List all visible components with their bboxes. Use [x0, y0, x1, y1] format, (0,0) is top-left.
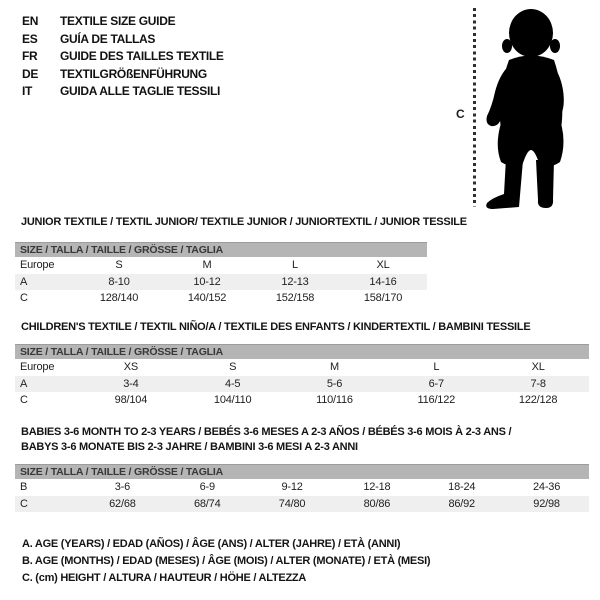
junior-size-header-bar: SIZE / TALLA / TAILLE / GRÖSSE / TAGLIA	[15, 242, 427, 257]
lang-text: GUIDA ALLE TAGLIE TESSILI	[60, 84, 221, 99]
row-label: C	[20, 394, 28, 407]
table-cell: 12-13	[281, 275, 309, 288]
lang-text: TEXTILGRÖßENFÜHRUNG	[60, 66, 207, 81]
lang-line-it	[22, 83, 224, 101]
babies-size-table	[15, 479, 589, 512]
table-cell: 68/74	[193, 497, 221, 510]
table-cell: M	[202, 259, 212, 272]
table-cell: 62/68	[109, 497, 136, 510]
lang-line-es	[22, 31, 224, 49]
table-row	[15, 496, 589, 513]
junior-table-title: JUNIOR TEXTILE / TEXTIL JUNIOR/ TEXTILE JUNIOR / JUNIORTEXTIL / JUNIOR TESSILE	[21, 216, 467, 228]
row-label: C	[20, 497, 28, 510]
row-label: A	[20, 377, 28, 390]
height-marker-label: C	[456, 107, 465, 121]
table-cell: 140/152	[187, 292, 227, 305]
lang-code: IT	[22, 84, 33, 99]
lang-line-en	[22, 13, 224, 31]
table-cell: 110/116	[316, 394, 353, 407]
lang-code: EN	[22, 14, 39, 28]
table-cell: XL	[376, 259, 390, 272]
children-size-header-bar: SIZE / TALLA / TAILLE / GRÖSSE / TAGLIA	[15, 344, 589, 359]
table-cell: XS	[123, 361, 139, 374]
table-cell: 3-6	[114, 481, 131, 494]
table-cell: 158/170	[363, 292, 403, 305]
lang-code: ES	[22, 31, 38, 46]
table-cell: 98/104	[114, 394, 148, 407]
table-row	[15, 376, 589, 393]
children-size-table	[15, 359, 589, 409]
row-label: Europe	[20, 361, 55, 374]
table-cell: 12-18	[363, 481, 391, 494]
table-cell: XL	[531, 361, 545, 374]
table-cell: 152/158	[275, 292, 315, 305]
table-row	[15, 359, 589, 376]
table-cell: 18-24	[448, 481, 476, 494]
table-cell: M	[330, 361, 339, 374]
junior-size-table	[15, 257, 427, 307]
table-cell: 10-12	[193, 275, 221, 288]
table-cell: L	[292, 259, 298, 272]
table-cell: 3-4	[123, 377, 139, 390]
row-label: B	[20, 481, 28, 494]
babies-title-line1: BABIES 3-6 MONTH TO 2-3 YEARS / BEBÉS 3-6 MESES A 2-3 AÑOS / BÉBÉS 3-6 MOIS À 2-3 ANS /	[21, 426, 512, 438]
table-cell: 4-5	[225, 377, 241, 390]
lang-line-fr	[22, 48, 224, 66]
table-cell: S	[115, 259, 123, 272]
table-row	[15, 290, 427, 307]
table-cell: S	[229, 361, 237, 374]
lang-line-de	[22, 66, 224, 84]
table-row	[15, 479, 589, 496]
footnote-a: A. AGE (YEARS) / EDAD (AÑOS) / ÂGE (ANS) / ALTER (JAHRE) / ETÀ (ANNI)	[22, 538, 401, 550]
lang-text: GUÍA DE TALLAS	[60, 31, 156, 46]
table-cell: 128/140	[99, 292, 139, 305]
table-cell: 86/92	[448, 497, 475, 510]
lang-code: FR	[22, 49, 38, 64]
table-cell: 104/110	[213, 394, 252, 407]
table-cell: L	[433, 361, 440, 374]
table-row	[15, 274, 427, 291]
footnote-b: B. AGE (MONTHS) / EDAD (MESES) / ÂGE (MOIS) / ALTER (MONATE) / ETÀ (MESI)	[22, 554, 431, 567]
table-cell: 6-7	[428, 377, 444, 390]
babies-title-line2: BABYS 3-6 MONATE BIS 2-3 JAHRE / BAMBINI 3-6 MESI A 2-3 ANNI	[21, 441, 358, 453]
table-cell: 80/86	[363, 497, 391, 510]
table-cell: 5-6	[326, 377, 343, 390]
row-label: A	[20, 275, 28, 288]
row-label: Europe	[20, 259, 55, 272]
babies-size-header-bar: SIZE / TALLA / TAILLE / GRÖSSE / TAGLIA	[15, 464, 589, 479]
table-cell: 24-36	[533, 481, 561, 494]
table-cell: 14-16	[369, 275, 397, 288]
table-cell: 6-9	[199, 481, 215, 494]
table-row	[15, 392, 589, 409]
lang-text: GUIDE DES TAILLES TEXTILE	[60, 49, 224, 64]
toddler-silhouette-image	[470, 2, 600, 214]
table-cell: 8-10	[108, 275, 130, 288]
footnote-c: C. (cm) HEIGHT / ALTURA / HAUTEUR / HÖHE / ALTEZZA	[22, 571, 307, 584]
babies-table-title	[21, 425, 511, 455]
table-cell: 92/98	[533, 497, 560, 510]
language-header	[22, 13, 224, 101]
table-row	[15, 257, 427, 274]
table-cell: 74/80	[278, 497, 306, 510]
table-cell: 9-12	[281, 481, 303, 494]
children-table	[15, 344, 589, 409]
junior-table	[15, 242, 427, 307]
lang-code: DE	[22, 66, 39, 81]
table-cell: 116/122	[417, 394, 456, 407]
row-label: C	[20, 292, 28, 305]
table-cell: 7-8	[530, 377, 546, 390]
lang-text: TEXTILE SIZE GUIDE	[60, 14, 176, 28]
babies-table	[15, 464, 589, 512]
footnotes	[22, 536, 430, 587]
table-cell: 122/128	[518, 394, 558, 407]
children-table-title: CHILDREN'S TEXTILE / TEXTIL NIÑO/A / TEXTILE DES ENFANTS / KINDERTEXTIL / BAMBINI TESSILE	[21, 321, 531, 333]
